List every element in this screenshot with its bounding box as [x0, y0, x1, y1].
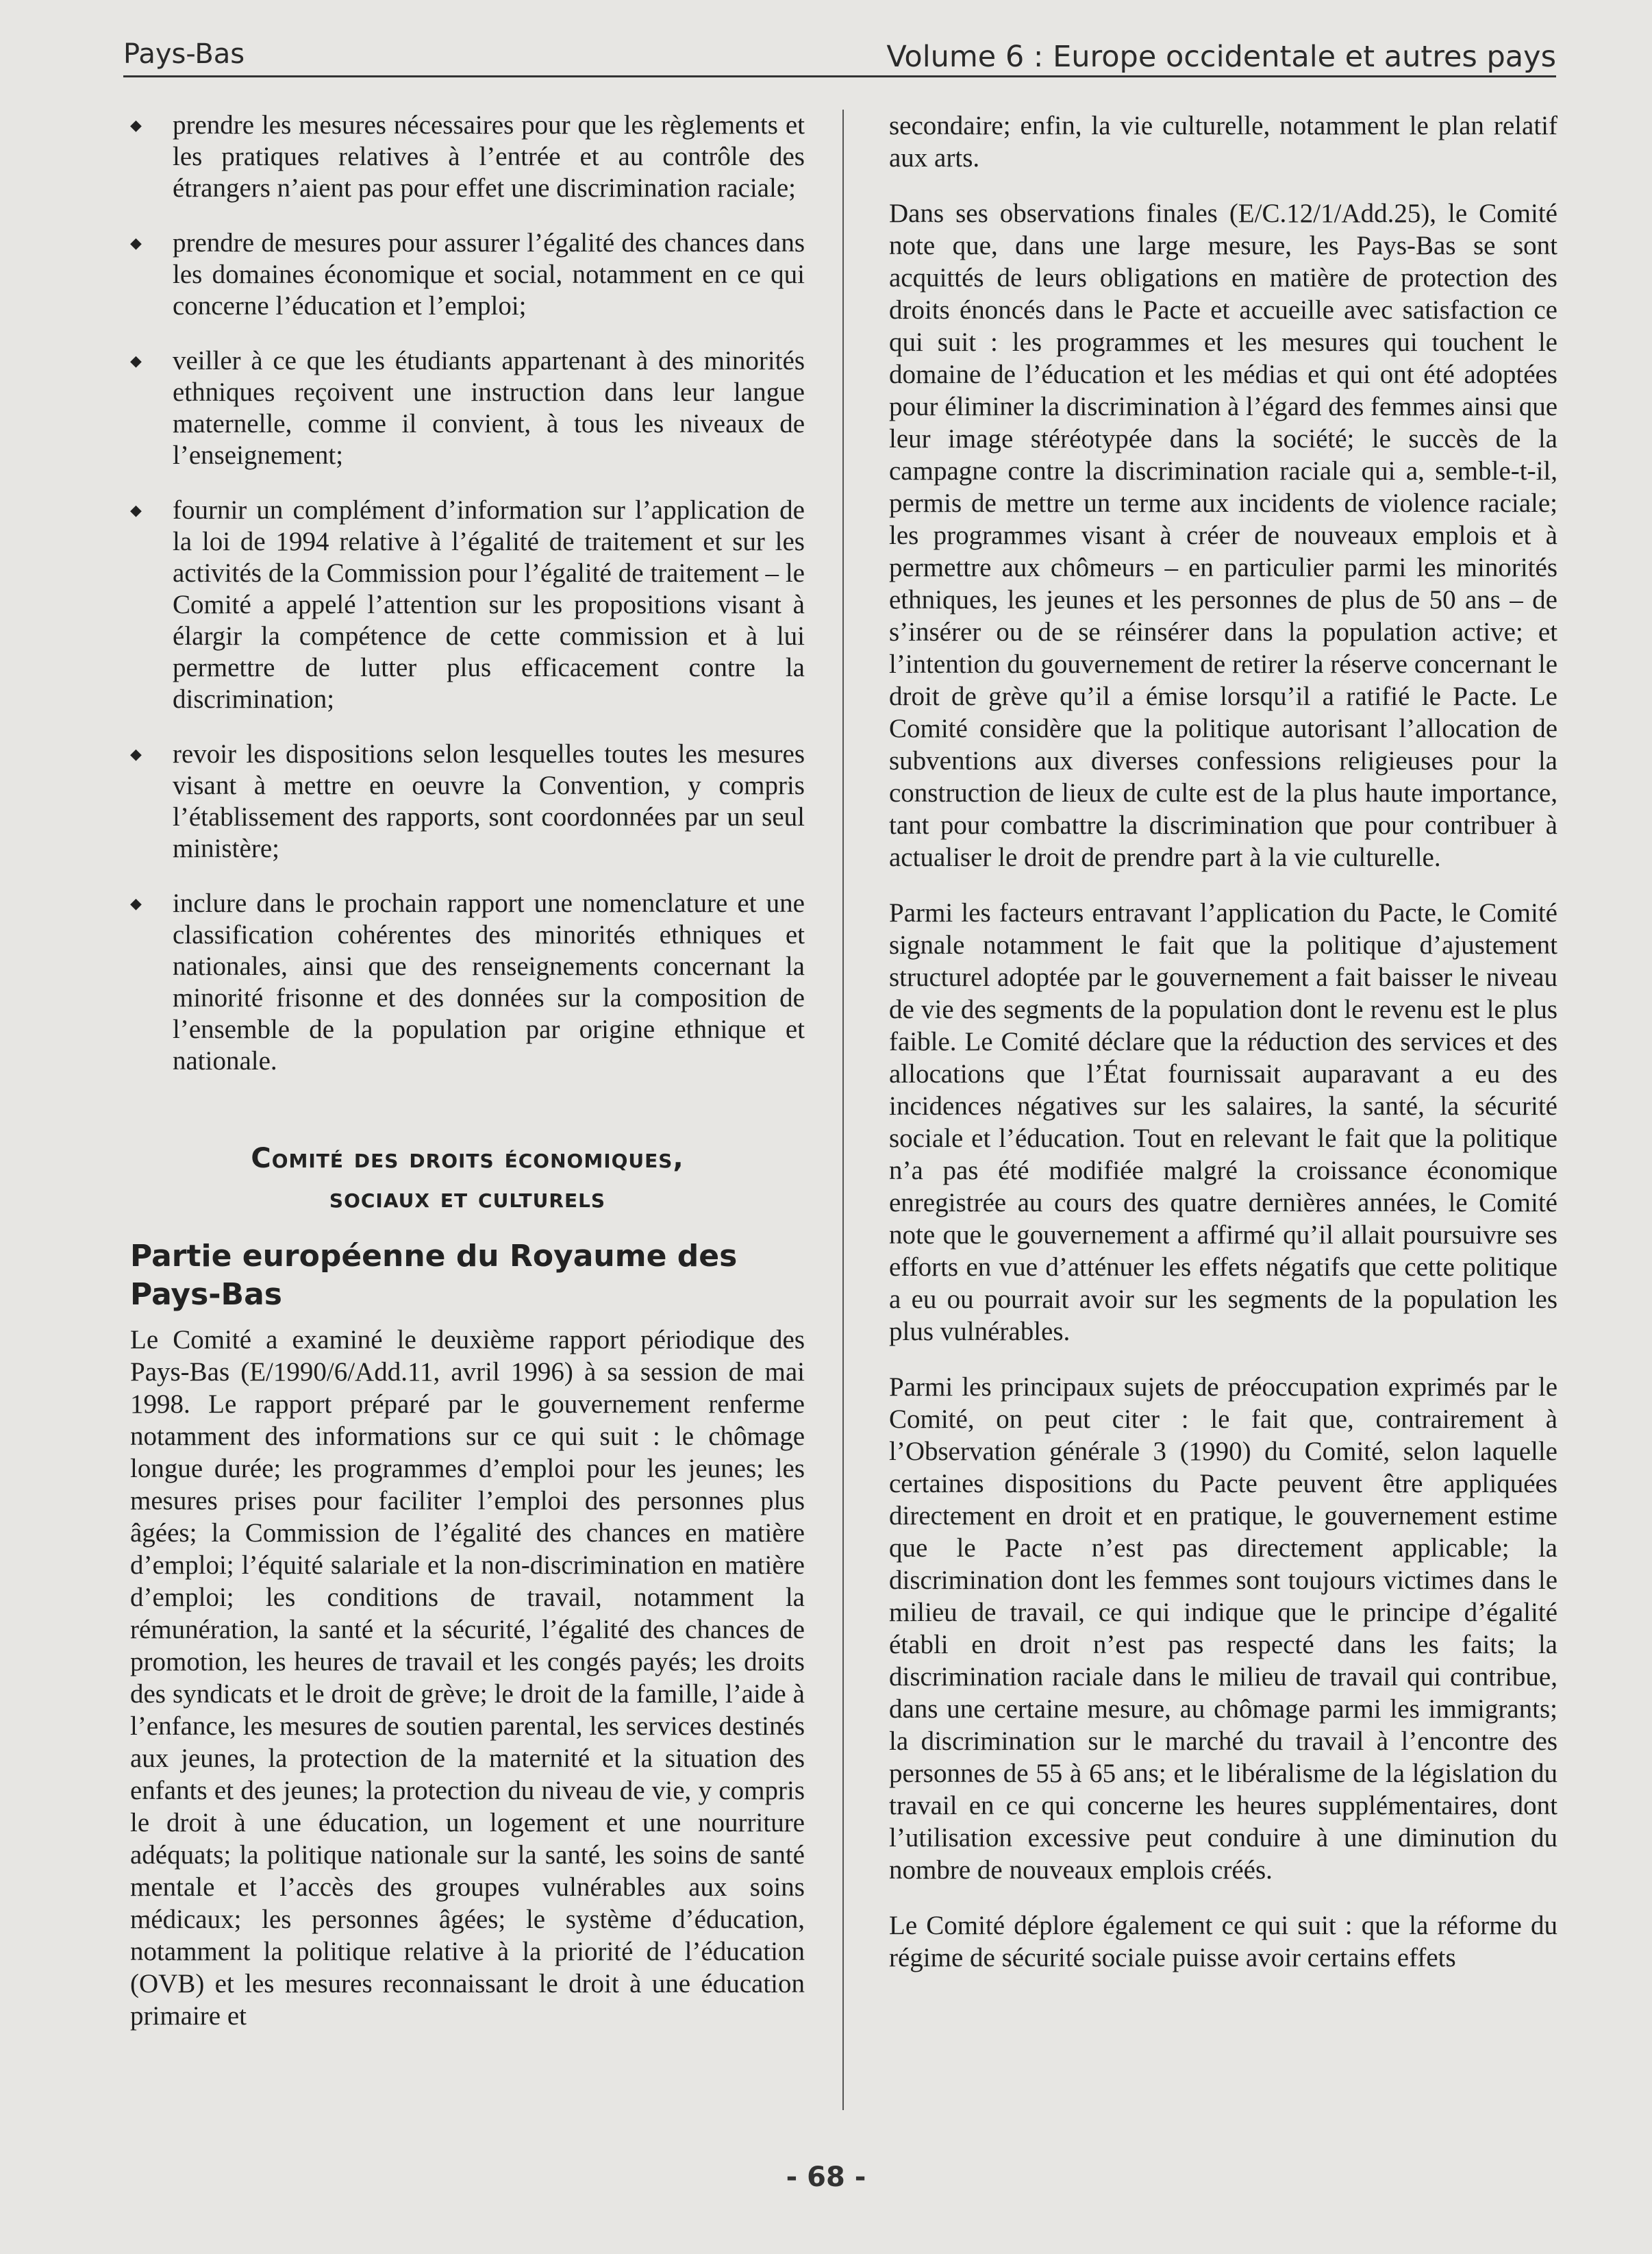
list-item-text: revoir les dispositions selon lesquelles toutes les mesures visant à mettre en oeuvre la Convention, y compris l’établissement des rapports, sont coordonnées par un seul ministère; [173, 739, 805, 863]
list-item [130, 227, 805, 322]
header-volume-title: Volume 6 : Europe occidentale et autres pays [886, 40, 1556, 74]
body-paragraph: Dans ses observations finales (E/C.12/1/Add.25), le Comité note que, dans une large mesure, les Pays-Bas se sont acquittés de leurs obligations en matière de protection des droits énoncés dans le Pacte et accueille avec satisfaction ce qui suit : les programmes et les mesures qui touchent le domaine de l’éducation et les médias et qui ont été adoptées pour éliminer la discrimination à l’égard des femmes ainsi que leur image stéréotypée dans la société; le succès de la campagne contre la discrimination raciale qui a, semble-t-il, permis de mettre un terme aux incidents de violence raciale; les programmes visant à créer de nouveaux emplois et à permettre aux chômeurs – en particulier parmi les minorités ethniques, les jeunes et les personnes de plus de 50 ans – de s’insérer ou de se réinsérer dans la population active; et l’intention du gouvernement de retirer la réserve concernant le droit de grève qu’il a émise lorsqu’il a ratifié le Pacte. Le Comité considère que la politique autorisant l’allocation de subventions aux diverses confessions religieuses pour la construction de lieux de culte est de la plus haute importance, tant pour combattre la discrimination que pour contribuer à actualiser le droit de prendre part à la vie culturelle. [889, 199, 1557, 872]
body-paragraph: Parmi les principaux sujets de préoccupation exprimés par le Comité, on peut citer : le fait que, contrairement à l’Observation générale 3 (1990) du Comité, selon laquelle certaines dispositions du Pacte peuvent être appliquées directement en droit et en pratique, le gouvernement estime que le Pacte n’est pas directement applicable; la discrimination dont les femmes sont toujours victimes dans le milieu de travail, ce qui indique que le principe d’égalité établi en droit n’est pas respecté dans les faits; la discrimination raciale dans le milieu de travail qui contribue, dans une certaine mesure, au chômage parmi les immigrants; la discrimination sur le marché du travail à l’encontre des personnes de 55 à 65 ans; et le libéralisme de la législation du travail en ce qui concerne les heures supplémentaires, dont l’utilisation excessive peut conduire à une diminution du nombre de nouveaux emplois créés. [889, 1372, 1557, 1885]
list-item [130, 495, 805, 715]
diamond-bullet-icon: ◆ [130, 745, 142, 763]
section-title-line: Comité des droits économiques, [251, 1143, 684, 1174]
list-item [130, 110, 805, 204]
diamond-bullet-icon: ◆ [130, 501, 142, 519]
diamond-bullet-icon: ◆ [130, 352, 142, 369]
page-number: - 68 - [786, 2162, 866, 2193]
body-paragraph: Le Comité déplore également ce qui suit : que la réforme du régime de sécurité sociale puisse avoir certains effets [889, 1911, 1557, 1972]
body-paragraph: Le Comité a examiné le deuxième rapport périodique des Pays-Bas (E/1990/6/Add.11, avril 1996) à sa session de mai 1998. Le rapport préparé par le gouvernement renferme notamment des informations sur ce qui suit : le chômage longue durée; les programmes d’emploi pour les jeunes; les mesures prises pour faciliter l’emploi des personnes plus âgées; la Commission de l’égalité des chances en matière d’emploi; l’équité salariale et la non-discrimination en matière d’emploi; les conditions de travail, notamment la rémunération, la santé et la sécurité, l’égalité des chances de promotion, les heures de travail et les congés payés; les droits des syndicats et le droit de grève; le droit de la famille, l’aide à l’enfance, les mesures de soutien parental, les services destinés aux jeunes, la protection de la maternité et la situation des enfants et des jeunes; la protection du niveau de vie, y compris le droit à une éducation, un logement et une nourriture adéquats; la politique nationale sur la santé, les soins de santé mentale et l’accès des groupes vulnérables aux soins médicaux; les personnes âgées; le système d’éducation, notamment la politique relative à la priorité de l’éducation (OVB) et les mesures reconnaissant le droit à une éducation primaire et [130, 1325, 805, 2031]
subsection-title: Partie européenne du Royaume des Pays-Bas [130, 1239, 738, 1312]
list-item [130, 345, 805, 471]
body-paragraph: secondaire; enfin, la vie culturelle, notamment le plan relatif aux arts. [889, 111, 1557, 173]
section-title [130, 1139, 805, 1218]
section-title-line: sociaux et culturels [329, 1182, 606, 1214]
right-column [889, 110, 1557, 1997]
diamond-bullet-icon: ◆ [130, 234, 142, 251]
recommendation-list [130, 110, 805, 1077]
list-item-text: fournir un complément d’information sur l’application de la loi de 1994 relative à l’égalité de traitement et sur les activités de la Commission pour l’égalité de traitement – le Comité a appelé l’attention sur les propositions visant à élargir la compétence de cette commission et à lui permettre de lutter plus efficacement contre la discrimination; [173, 495, 805, 714]
column-divider [842, 110, 844, 2110]
list-item-text: prendre les mesures nécessaires pour que les règlements et les pratiques relatives à l’entrée et au contrôle des étrangers n’aient pas pour effet une discrimination raciale; [173, 110, 805, 203]
list-item-text: inclure dans le prochain rapport une nomenclature et une classification cohérentes des minorités ethniques et nationales, ainsi que des renseignements concernant la minorité frisonne et des données sur la composition de l’ensemble de la population par origine ethnique et nationale. [173, 889, 805, 1076]
left-column [130, 110, 805, 2055]
diamond-bullet-icon: ◆ [130, 116, 142, 134]
list-item-text: veiller à ce que les étudiants appartenant à des minorités ethniques reçoivent une instruction dans leur langue maternelle, comme il convient, à tous les niveaux de l’enseignement; [173, 346, 805, 470]
header-country: Pays-Bas [123, 38, 245, 70]
diamond-bullet-icon: ◆ [130, 895, 142, 912]
list-item [130, 888, 805, 1077]
list-item [130, 739, 805, 865]
list-item-text: prendre de mesures pour assurer l’égalité des chances dans les domaines économique et social, notamment en ce qui concerne l’éducation et l’emploi; [173, 228, 805, 321]
page-header [123, 27, 1556, 77]
body-paragraph: Parmi les facteurs entravant l’application du Pacte, le Comité signale notamment le fait que la politique d’ajustement structurel adoptée par le gouvernement a fait baisser le niveau de vie des segments de la population dont le revenu est le plus faible. Le Comité déclare que la réduction des services et des allocations que l’État fournissait auparavant a eu des incidences négatives sur les salaires, la santé, la sécurité sociale et l’éducation. Tout en relevant le fait que la politique n’a pas été modifiée malgré la croissance économique enregistrée au cours des quatre dernières années, le Comité note que le gouvernement a affirmé qu’il allait poursuivre ses efforts en vue d’atténuer les effets négatifs que cette politique a eu ou pourrait avoir sur les segments de la population les plus vulnérables. [889, 898, 1557, 1346]
